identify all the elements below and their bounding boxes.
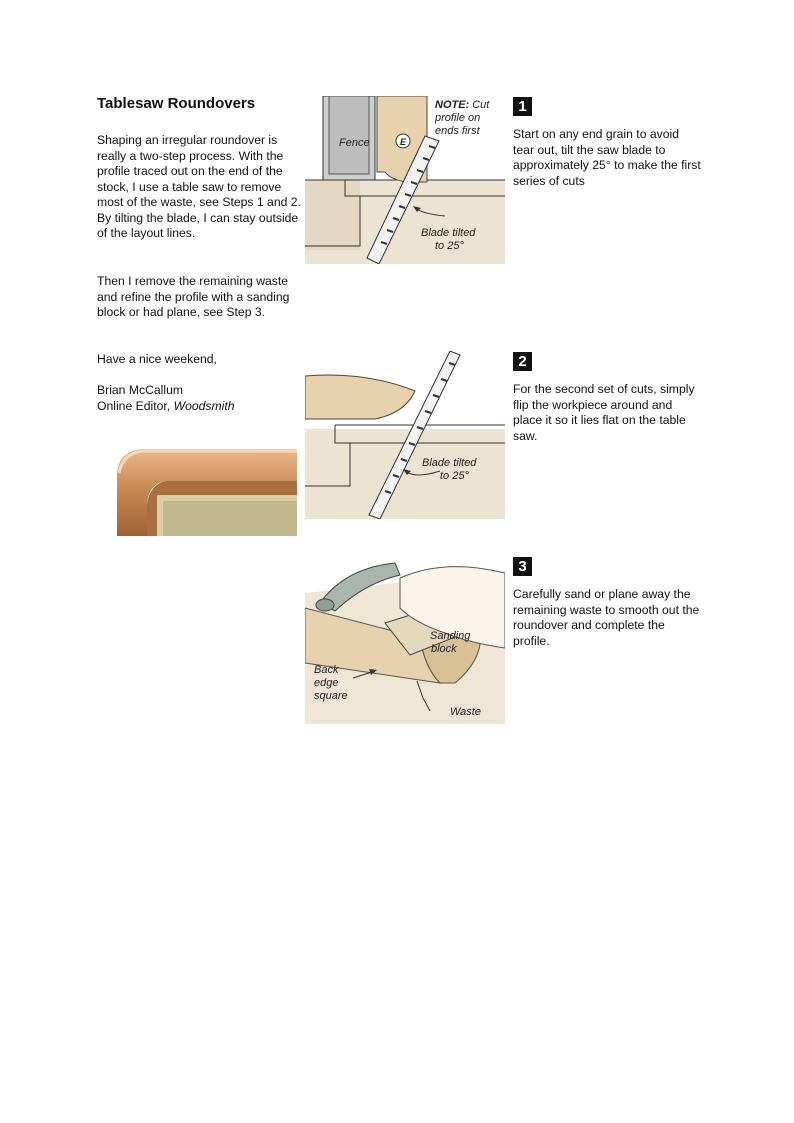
note-line2: profile on	[435, 112, 481, 124]
step-1-text: Start on any end grain to avoid tear out, tilt the saw blade to approximately 25° to make the first series of cuts	[513, 127, 701, 188]
blade-label-line2: to 25°	[435, 240, 464, 252]
back-label-line2: edge	[314, 677, 339, 689]
waste-label: Waste	[450, 706, 481, 718]
part-e-label: E	[400, 137, 407, 147]
step-3-illustration	[305, 553, 505, 724]
blade-label-line2: to 25°	[440, 470, 469, 482]
step-2-badge: 2	[513, 352, 532, 371]
intro-paragraph: Shaping an irregular roundover is really a two-step process. With the profile traced out on the end of the stock, I use a table saw to remove most of the waste, see Steps 1 and 2. By tilting the blade, I can stay outside of the layout lines.	[97, 133, 301, 240]
sanding-label-line1: Sanding	[430, 630, 471, 642]
step-1-illustration	[305, 96, 505, 264]
note-bold: NOTE:	[435, 99, 470, 111]
fence-label: Fence	[339, 137, 370, 149]
step-3-badge: 3	[513, 557, 532, 576]
step-3-text: Carefully sand or plane away the remaining waste to smooth out the roundover and complete the profile.	[513, 587, 700, 648]
step-2-text: For the second set of cuts, simply flip the workpiece around and place it so it lies flat on the table saw.	[513, 382, 695, 443]
sanding-label-line2: block	[431, 643, 457, 655]
article-title: Tablesaw Roundovers	[97, 95, 256, 112]
author-name: Brian McCallum	[97, 383, 184, 397]
blade-label-line1: Blade tilted	[422, 457, 477, 469]
signature	[97, 383, 235, 414]
role-prefix: Online Editor,	[97, 398, 174, 413]
blade-label-line1: Blade tilted	[421, 227, 476, 239]
back-label-line3: square	[314, 690, 348, 702]
closing-line: Have a nice weekend,	[97, 352, 217, 366]
note-line1: Cut	[472, 99, 490, 111]
publication-name: Woodsmith	[173, 398, 235, 413]
back-label-line1: Back	[314, 664, 339, 676]
note-line3: ends first	[435, 125, 480, 137]
step-1-badge: 1	[513, 97, 532, 116]
roundover-photo	[97, 433, 297, 536]
svg-text:NOTE:Cut	[435, 99, 490, 111]
author-role	[97, 399, 235, 415]
step-2-illustration	[305, 351, 505, 519]
followup-paragraph: Then I remove the remaining waste and refine the profile with a sanding block or had plane, see Step 3.	[97, 274, 290, 319]
